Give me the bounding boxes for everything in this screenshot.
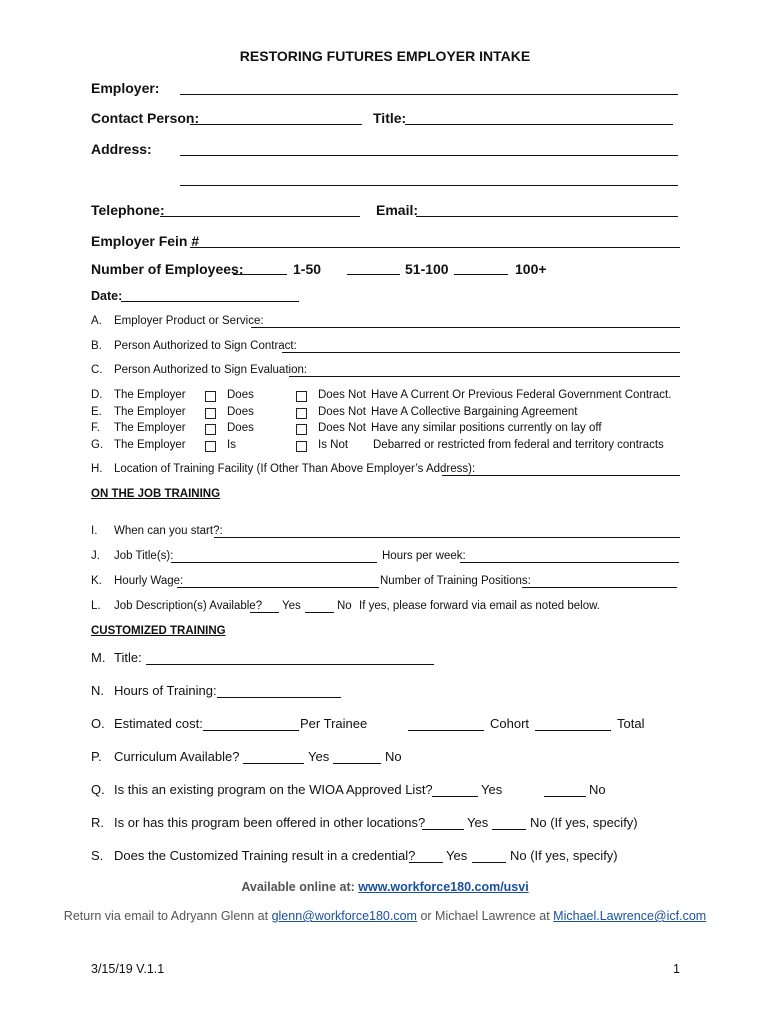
item-d-subject: The Employer [114, 389, 186, 401]
item-f-letter: F. [91, 422, 100, 434]
item-r-no-label: No (If yes, specify) [530, 815, 638, 830]
training-positions-field[interactable] [522, 587, 677, 588]
item-g-yes-label: Is [227, 439, 236, 451]
title-label: Title: [373, 110, 407, 126]
item-h-letter: H. [91, 463, 103, 475]
item-e-no-checkbox[interactable] [296, 408, 307, 419]
item-j-letter: J. [91, 550, 100, 562]
item-e-no-label: Does Not [318, 406, 366, 418]
total-label: Total [617, 716, 645, 731]
employees-51-100: 51-100 [405, 261, 449, 277]
item-r-no-blank[interactable] [492, 829, 526, 830]
fein-label: Employer Fein # [91, 233, 200, 249]
telephone-field[interactable] [160, 216, 360, 217]
return-text-1: Return via email to Adryann Glenn at [63, 909, 269, 923]
item-l-no-label: No [337, 600, 352, 612]
item-g-yes-checkbox[interactable] [205, 441, 216, 452]
lawrence-email-link[interactable]: Michael.Lawrence@icf.com [553, 909, 707, 923]
item-i-label: When can you start?: [114, 525, 223, 537]
item-q-label: Is this an existing program on the WIOA Approved List? [114, 782, 433, 797]
item-f-no-checkbox[interactable] [296, 424, 307, 435]
item-m-letter: M. [91, 650, 106, 665]
contact-person-field[interactable] [190, 124, 362, 125]
item-o-letter: O. [91, 716, 105, 731]
item-k-letter: K. [91, 575, 102, 587]
item-a-letter: A. [91, 315, 102, 327]
item-p-label: Curriculum Available? [114, 749, 240, 764]
item-r-yes-blank[interactable] [422, 829, 464, 830]
item-c-label: Person Authorized to Sign Evaluation: [114, 364, 308, 376]
item-q-yes-blank[interactable] [432, 796, 478, 797]
item-r-yes-label: Yes [467, 815, 489, 830]
item-g-letter: G. [91, 439, 104, 451]
item-f-text: Have any similar positions currently on lay off [371, 422, 602, 434]
employer-label: Employer: [91, 80, 160, 96]
available-online [0, 880, 770, 894]
fein-field[interactable] [190, 247, 680, 248]
item-d-letter: D. [91, 389, 103, 401]
item-q-no-blank[interactable] [544, 796, 586, 797]
item-a-label: Employer Product or Service: [114, 315, 264, 327]
item-e-yes-label: Does [227, 406, 254, 418]
ct-title-field[interactable] [146, 664, 434, 665]
item-n-label: Hours of Training: [114, 683, 217, 698]
item-g-text: Debarred or restricted from federal and territory contracts [373, 439, 664, 451]
item-d-text: Have A Current Or Previous Federal Government Contract. [371, 389, 672, 401]
version-label: 3/15/19 V.1.1 [91, 962, 165, 976]
ojt-heading: ON THE JOB TRAINING [91, 488, 221, 500]
item-f-yes-checkbox[interactable] [205, 424, 216, 435]
employees-51-100-blank[interactable] [347, 274, 400, 275]
item-b-label: Person Authorized to Sign Contract: [114, 340, 297, 352]
employees-1-50-blank[interactable] [233, 274, 287, 275]
hours-per-week-field[interactable] [460, 562, 679, 563]
item-s-yes-label: Yes [446, 848, 468, 863]
return-instructions [0, 909, 770, 923]
item-s-no-label: No (If yes, specify) [510, 848, 618, 863]
total-field[interactable] [535, 730, 611, 731]
item-d-yes-checkbox[interactable] [205, 391, 216, 402]
title-field[interactable] [405, 124, 673, 125]
item-e-subject: The Employer [114, 406, 186, 418]
email-label: Email: [376, 202, 419, 218]
available-online-label: Available online at: [241, 880, 355, 894]
employees-1-50: 1-50 [293, 261, 322, 277]
item-q-letter: Q. [91, 782, 105, 797]
item-f-yes-label: Does [227, 422, 254, 434]
employees-100-plus: 100+ [515, 261, 547, 277]
training-positions-label: Number of Training Positions: [380, 575, 531, 587]
job-title-field[interactable] [171, 562, 377, 563]
item-h-label: Location of Training Facility (If Other Than Above Employer’s Address): [114, 463, 476, 475]
item-a-field[interactable] [251, 327, 680, 328]
item-f-subject: The Employer [114, 422, 186, 434]
item-s-yes-blank[interactable] [409, 862, 443, 863]
item-q-yes-label: Yes [481, 782, 503, 797]
item-l-label: Job Description(s) Available? [114, 600, 263, 612]
contact-person-label: Contact Person: [91, 110, 200, 126]
item-e-letter: E. [91, 406, 102, 418]
item-l-letter: L. [91, 600, 101, 612]
date-field[interactable] [121, 301, 299, 302]
item-i-field[interactable] [214, 537, 680, 538]
item-e-text: Have A Collective Bargaining Agreement [371, 406, 578, 418]
item-f-no-label: Does Not [318, 422, 366, 434]
item-h-field[interactable] [442, 475, 680, 476]
item-e-yes-checkbox[interactable] [205, 408, 216, 419]
return-text-2: or Michael Lawrence at [420, 909, 550, 923]
item-d-no-checkbox[interactable] [296, 391, 307, 402]
item-b-letter: B. [91, 340, 102, 352]
hours-per-week-label: Hours per week: [382, 550, 466, 562]
address-field-2[interactable] [180, 185, 678, 186]
item-l-note: If yes, please forward via email as noted below. [359, 600, 600, 612]
hourly-wage-field[interactable] [177, 587, 379, 588]
item-i-letter: I. [91, 525, 98, 537]
item-p-yes-label: Yes [308, 749, 330, 764]
item-c-letter: C. [91, 364, 103, 376]
item-s-letter: S. [91, 848, 104, 863]
item-p-no-label: No [385, 749, 402, 764]
item-q-no-label: No [589, 782, 606, 797]
item-k-label: Hourly Wage: [114, 575, 184, 587]
item-l-no-blank[interactable] [305, 612, 334, 613]
item-g-no-checkbox[interactable] [296, 441, 307, 452]
item-j-label: Job Title(s): [114, 550, 174, 562]
item-p-no-blank[interactable] [333, 763, 381, 764]
item-g-subject: The Employer [114, 439, 186, 451]
item-n-letter: N. [91, 683, 104, 698]
employees-100-plus-blank[interactable] [454, 274, 508, 275]
available-online-link[interactable]: www.workforce180.com/usvi [358, 880, 529, 894]
item-g-no-label: Is Not [318, 439, 349, 451]
address-field-1[interactable] [180, 155, 678, 156]
item-p-yes-blank[interactable] [243, 763, 304, 764]
email-field[interactable] [416, 216, 678, 217]
employees-label: Number of Employees: [91, 261, 244, 277]
item-d-yes-label: Does [227, 389, 254, 401]
employer-field[interactable] [180, 94, 678, 95]
cohort-label: Cohort [490, 716, 530, 731]
hours-of-training-field[interactable] [217, 697, 341, 698]
telephone-label: Telephone: [91, 202, 165, 218]
per-trainee-label: Per Trainee [300, 716, 368, 731]
item-p-letter: P. [91, 749, 102, 764]
per-trainee-field[interactable] [203, 730, 299, 731]
item-b-field[interactable] [282, 352, 680, 353]
cohort-field[interactable] [408, 730, 484, 731]
glenn-email-link[interactable]: glenn@workforce180.com [271, 909, 417, 923]
item-s-no-blank[interactable] [472, 862, 506, 863]
date-label: Date: [91, 289, 123, 303]
item-r-label: Is or has this program been offered in other locations? [114, 815, 426, 830]
item-l-yes-label: Yes [282, 600, 301, 612]
item-r-letter: R. [91, 815, 104, 830]
item-m-label: Title: [114, 650, 142, 665]
address-label: Address: [91, 141, 152, 157]
item-o-label: Estimated cost: [114, 716, 203, 731]
ct-heading: CUSTOMIZED TRAINING [91, 625, 226, 637]
item-l-yes-blank[interactable] [250, 612, 279, 613]
item-d-no-label: Does Not [318, 389, 366, 401]
item-c-field[interactable] [289, 376, 680, 377]
page-number: 1 [673, 962, 680, 976]
item-s-label: Does the Customized Training result in a credential? [114, 848, 416, 863]
page-title: RESTORING FUTURES EMPLOYER INTAKE [239, 48, 531, 64]
